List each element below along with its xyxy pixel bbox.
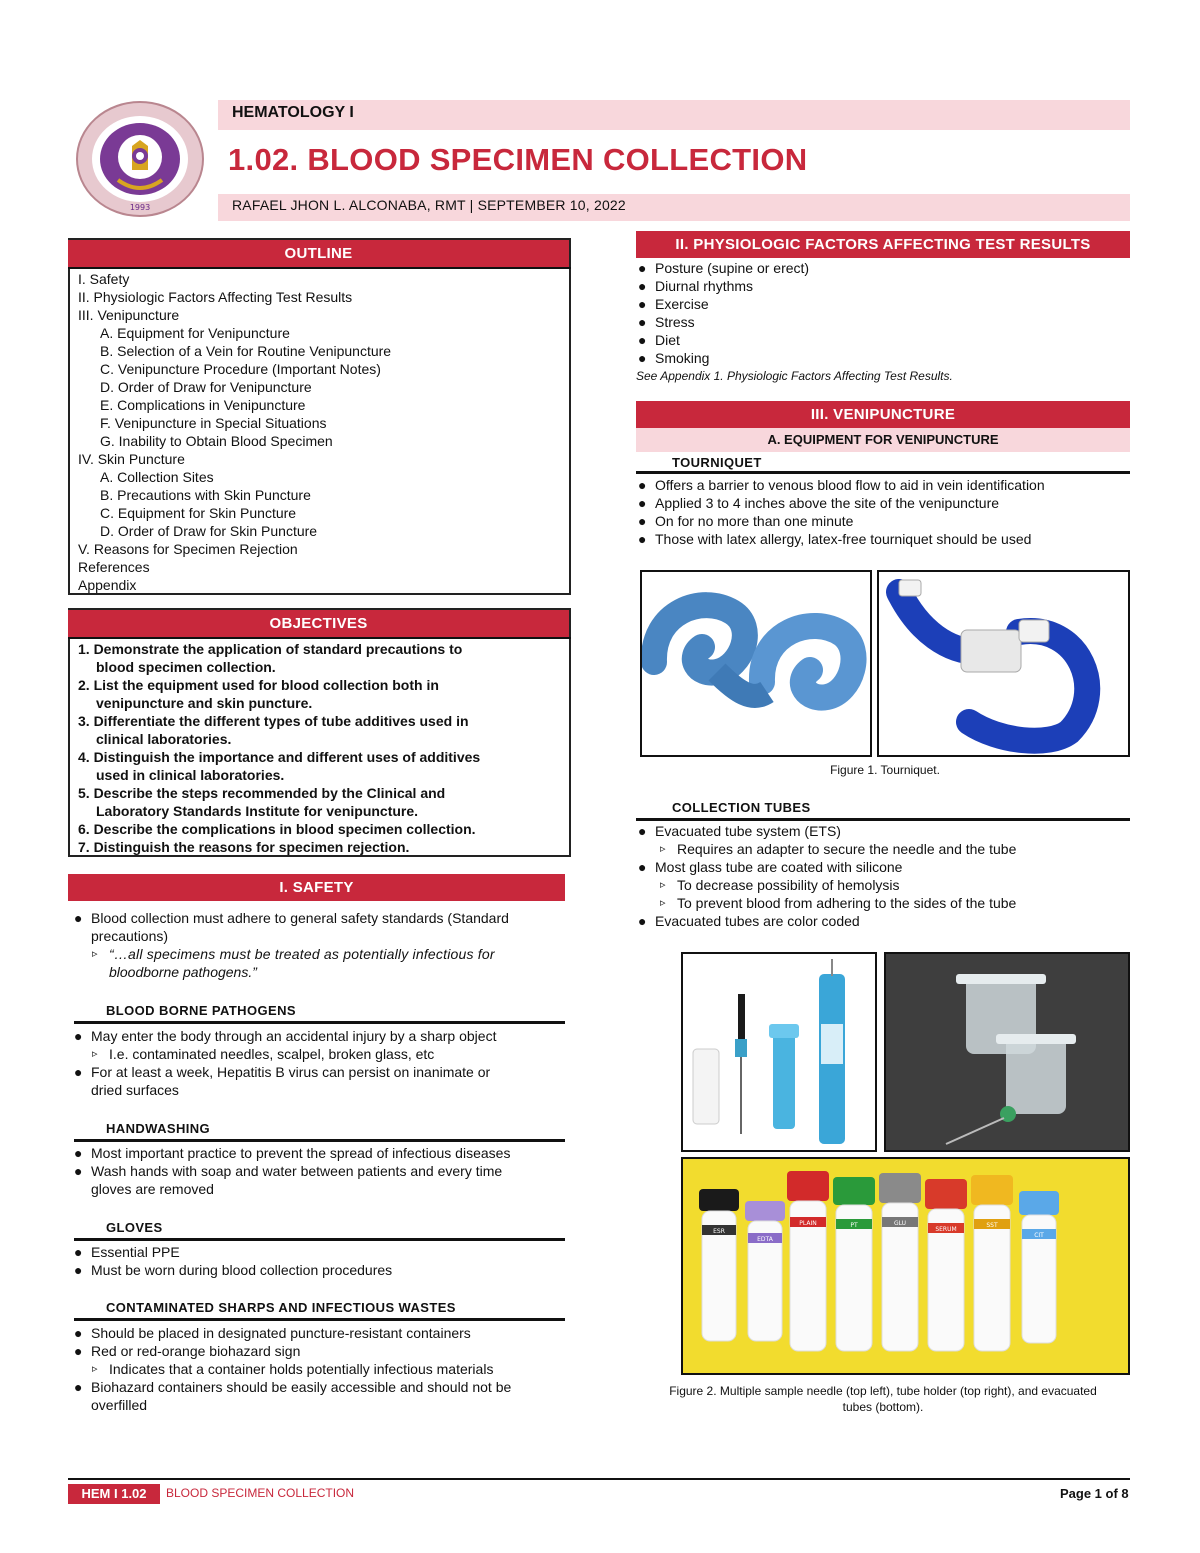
bullet-icon: ●: [638, 296, 647, 312]
bullet-icon: ●: [638, 477, 647, 493]
bullet-icon: ●: [74, 1028, 83, 1044]
bullet-icon: ●: [638, 859, 647, 875]
sub-bullet-icon: ▹: [92, 1048, 98, 1060]
objective-line: 1. Demonstrate the application of standard precautions to: [78, 641, 463, 657]
physiologic-heading: II. PHYSIOLOGIC FACTORS AFFECTING TEST RESULTS: [636, 231, 1130, 258]
outline-item: C. Venipuncture Procedure (Important Notes): [100, 361, 381, 377]
objective-line: used in clinical laboratories.: [96, 767, 285, 783]
bullet-icon: ●: [638, 260, 647, 276]
tube-label: SST: [986, 1222, 998, 1229]
outline-item: I. Safety: [78, 271, 130, 287]
outline-item: II. Physiologic Factors Affecting Test Results: [78, 289, 353, 305]
outline-item: III. Venipuncture: [78, 307, 180, 323]
section-rule: [636, 471, 1130, 474]
bullet-icon: ●: [638, 314, 647, 330]
bullet-icon: ●: [74, 1163, 83, 1179]
equipment-subheading: A. EQUIPMENT FOR VENIPUNCTURE: [636, 428, 1130, 452]
safety-heading: I. SAFETY: [68, 874, 565, 901]
bullet-icon: ●: [638, 531, 647, 547]
page-title: 1.02. BLOOD SPECIMEN COLLECTION: [228, 142, 808, 177]
tourniquet-roll-image: [640, 570, 872, 757]
outline-item: B. Precautions with Skin Puncture: [100, 487, 311, 503]
bullet-icon: ●: [638, 823, 647, 839]
outline-item: B. Selection of a Vein for Routine Venipuncture: [100, 343, 392, 359]
outline-item: IV. Skin Puncture: [78, 451, 185, 467]
bullet-continuation: overfilled: [91, 1397, 148, 1413]
bullet-icon: ●: [638, 513, 647, 529]
footer-rule: [68, 1478, 1130, 1480]
objective-line: Laboratory Standards Institute for venipuncture.: [96, 803, 419, 819]
objective-line: 6. Describe the complications in blood specimen collection.: [78, 821, 476, 837]
bullet-icon: ●: [74, 1325, 83, 1341]
objective-line: clinical laboratories.: [96, 731, 232, 747]
tube-label: PLAIN: [799, 1220, 817, 1227]
tourniquet-buckle-image: [877, 570, 1130, 757]
outline-divider: [68, 267, 571, 269]
objective-line: 3. Differentiate the different types of tube additives used in: [78, 713, 469, 729]
figure2-caption-line: tubes (bottom).: [842, 1400, 924, 1414]
bbp-heading: BLOOD BORNE PATHOGENS: [106, 1003, 296, 1018]
bullet-icon: ●: [74, 1244, 83, 1260]
outline-item: F. Venipuncture in Special Situations: [100, 415, 327, 431]
quote-continuation: bloodborne pathogens.”: [109, 964, 257, 980]
bullet-icon: ●: [74, 1262, 83, 1278]
outline-item: D. Order of Draw for Skin Puncture: [100, 523, 318, 539]
sub-bullet-icon: ▹: [660, 843, 666, 855]
objective-line: 2. List the equipment used for blood collection both in: [78, 677, 439, 693]
outline-item: G. Inability to Obtain Blood Specimen: [100, 433, 333, 449]
section-rule: [636, 818, 1130, 821]
sub-bullet-icon: ▹: [92, 948, 98, 960]
tube-label: EDTA: [757, 1236, 773, 1243]
section-rule: [74, 1238, 565, 1241]
outline-item: Appendix: [78, 577, 137, 593]
handwashing-heading: HANDWASHING: [106, 1121, 211, 1136]
bullet-icon: ●: [638, 495, 647, 511]
tube-label: GLU: [893, 1220, 907, 1227]
header-band: [218, 100, 1130, 130]
outline-item: References: [78, 559, 150, 575]
footer-title: BLOOD SPECIMEN COLLECTION: [166, 1486, 355, 1500]
gloves-heading: GLOVES: [106, 1220, 163, 1235]
footer-course-tag: HEM I 1.02: [68, 1484, 160, 1504]
objective-line: venipuncture and skin puncture.: [96, 695, 313, 711]
outline-item: D. Order of Draw for Venipuncture: [100, 379, 312, 395]
section-rule: [74, 1318, 565, 1321]
bullet-icon: ●: [638, 350, 647, 366]
needle-image: [681, 952, 877, 1152]
author-line: RAFAEL JHON L. ALCONABA, RMT | SEPTEMBER 10, 2022: [232, 197, 626, 213]
tube-holder-image: [884, 952, 1130, 1152]
figure2-caption-line: Figure 2. Multiple sample needle (top left), tube holder (top right), and evacuated: [669, 1384, 1097, 1398]
figure1-caption: Figure 1. Tourniquet.: [830, 763, 940, 777]
bullet-icon: ●: [74, 1379, 83, 1395]
bullet-icon: ●: [638, 332, 647, 348]
bullet-icon: ●: [638, 278, 647, 294]
objective-line: 4. Distinguish the importance and different uses of additives: [78, 749, 481, 765]
tourniquet-heading: TOURNIQUET: [672, 455, 762, 470]
bullet-icon: ●: [74, 910, 83, 926]
college-logo: [74, 100, 206, 218]
outline-heading: OUTLINE: [68, 240, 569, 267]
bullet-icon: ●: [74, 1145, 83, 1161]
bullet-icon: ●: [74, 1064, 83, 1080]
appendix-note: See Appendix 1. Physiologic Factors Affecting Test Results.: [636, 369, 953, 383]
outline-item: V. Reasons for Specimen Rejection: [78, 541, 298, 557]
sub-bullet-icon: ▹: [660, 897, 666, 909]
tube-label: CIT: [1034, 1232, 1044, 1239]
section-rule: [74, 1139, 565, 1142]
objective-line: blood specimen collection.: [96, 659, 276, 675]
course-title: HEMATOLOGY I: [232, 104, 354, 121]
objectives-divider: [68, 637, 571, 639]
bullet-continuation: gloves are removed: [91, 1181, 214, 1197]
outline-item: A. Equipment for Venipuncture: [100, 325, 290, 341]
venipuncture-heading: III. VENIPUNCTURE: [636, 401, 1130, 428]
objective-line: 5. Describe the steps recommended by the Clinical and: [78, 785, 446, 801]
svg-text:1993: 1993: [129, 203, 151, 212]
outline-item: C. Equipment for Skin Puncture: [100, 505, 297, 521]
tube-label: SERUM: [935, 1226, 957, 1233]
bullet-icon: ●: [638, 913, 647, 929]
tube-label: PT: [850, 1222, 858, 1229]
sub-bullet-icon: ▹: [660, 879, 666, 891]
section-rule: [74, 1021, 565, 1024]
outline-item: E. Complications in Venipuncture: [100, 397, 306, 413]
tube-label: ESR: [713, 1228, 725, 1235]
sub-bullet-icon: ▹: [92, 1363, 98, 1375]
collection-tubes-heading: COLLECTION TUBES: [672, 800, 811, 815]
evacuated-tubes-image: [681, 1157, 1130, 1375]
bullet-continuation: precautions): [91, 928, 169, 944]
bullet-continuation: dried surfaces: [91, 1082, 179, 1098]
bullet-icon: ●: [74, 1343, 83, 1359]
outline-item: A. Collection Sites: [100, 469, 214, 485]
objective-line: 7. Distinguish the reasons for specimen rejection.: [78, 839, 410, 855]
sharps-heading: CONTAMINATED SHARPS AND INFECTIOUS WASTES: [106, 1300, 456, 1315]
page-number: Page 1 of 8: [1060, 1486, 1129, 1501]
objectives-heading: OBJECTIVES: [68, 610, 569, 637]
